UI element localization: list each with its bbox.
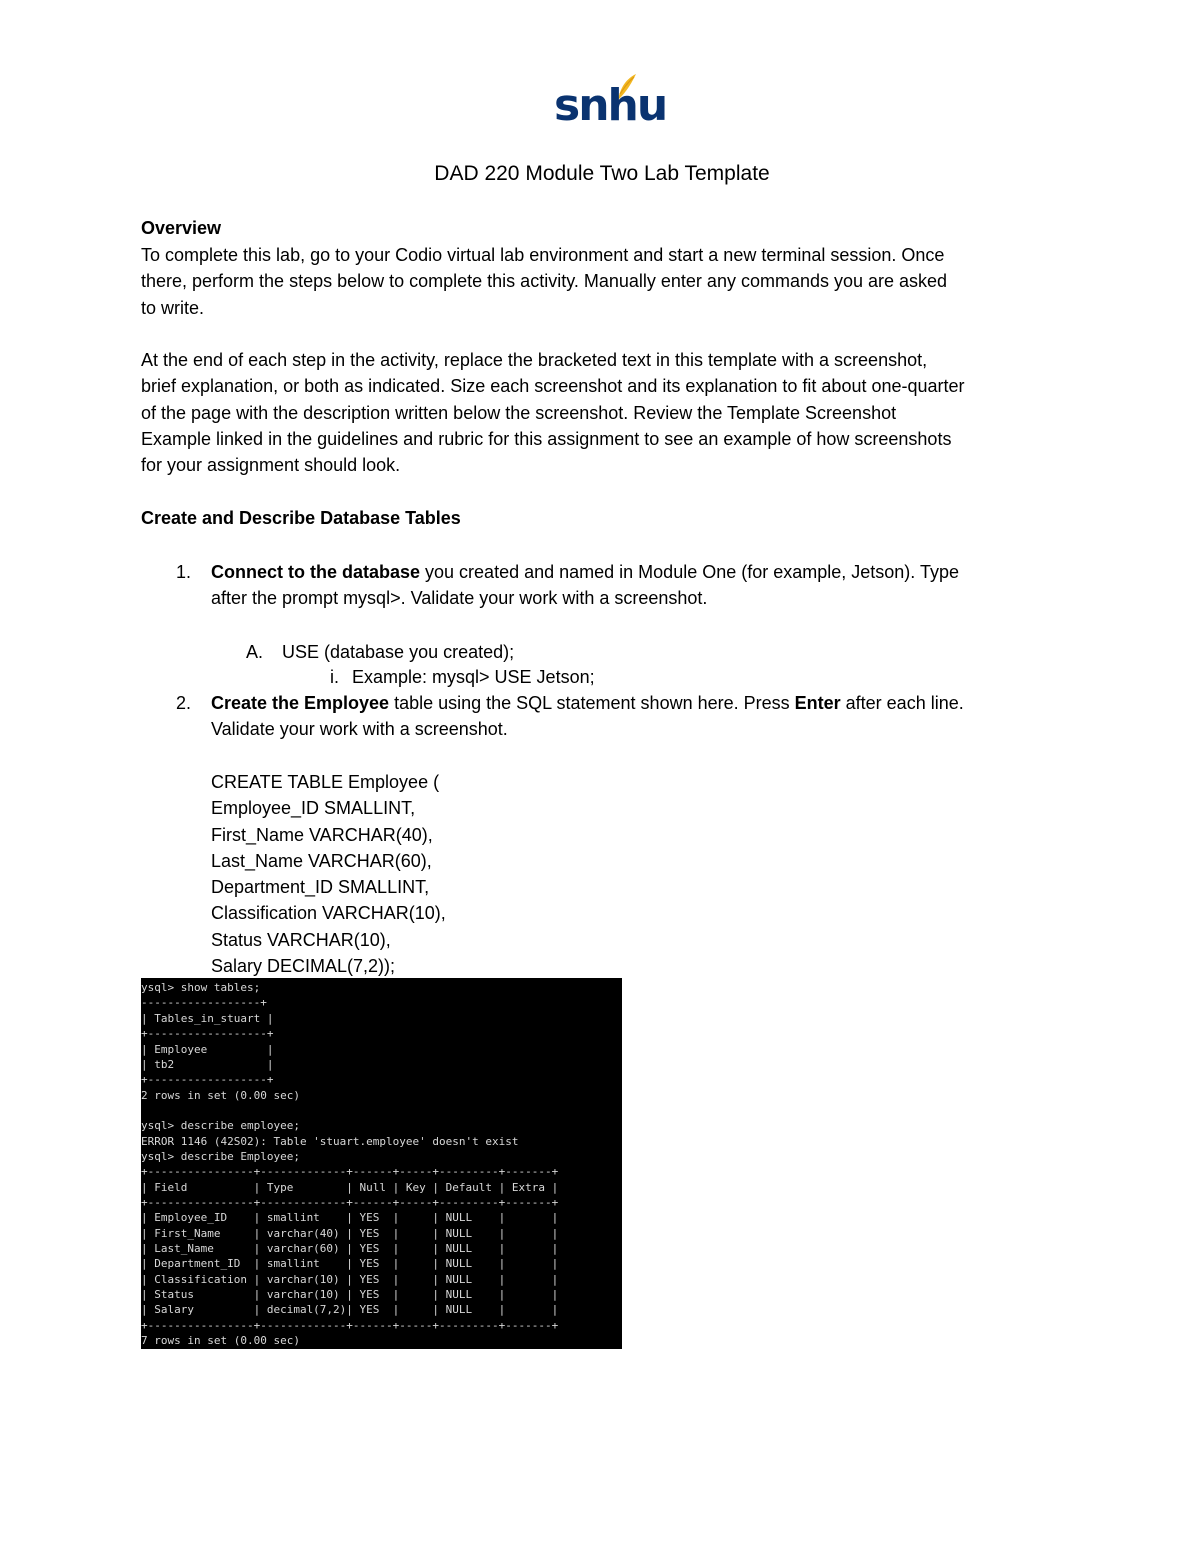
terminal-line: +------------------+ xyxy=(141,1073,274,1086)
step-1-subsub-label: i. xyxy=(330,667,339,687)
terminal-line: | Employee_ID | smallint | YES | | NULL | | xyxy=(141,1211,559,1224)
paragraph-line: Example linked in the guidelines and rubric for this assignment to see an example of how screenshots xyxy=(141,428,952,449)
terminal-line: | Classification | varchar(10) | YES | | NULL | | xyxy=(141,1273,559,1286)
overview-paragraph-2 xyxy=(141,347,1071,478)
paragraph-line: To complete this lab, go to your Codio virtual lab environment and start a new terminal session. Once xyxy=(141,245,945,265)
terminal-line: ysql> describe Employee; xyxy=(141,1150,300,1163)
terminal-line: | Field | Type | Null | Key | Default | Extra | xyxy=(141,1181,559,1194)
terminal-line: | Tables_in_stuart | xyxy=(141,1012,274,1025)
terminal-line: ysql> show tables; xyxy=(141,981,261,994)
step-2-mid: table using the SQL statement shown here. Press xyxy=(389,693,795,713)
paragraph-line: there, perform the steps below to complete this activity. Manually enter any commands you are asked xyxy=(141,271,948,292)
paragraph-line: At the end of each step in the activity, replace the bracketed text in this template with a screenshot, xyxy=(141,350,928,370)
step-2-number: 2. xyxy=(176,693,192,713)
terminal-screenshot xyxy=(141,978,622,1349)
step-1-sub-text: USE (database you created); xyxy=(282,642,515,662)
terminal-line: ysql> describe employee; xyxy=(141,1119,300,1132)
logo-wordmark: snhu xyxy=(554,80,667,131)
terminal-line: +------------------+ xyxy=(141,1027,274,1040)
step-2-line-2: Validate your work with a screenshot. xyxy=(211,719,508,740)
step-1-text xyxy=(211,559,1071,612)
paragraph-line: to write. xyxy=(141,297,205,318)
terminal-line: | Employee | xyxy=(141,1043,274,1056)
step-1-number: 1. xyxy=(176,562,192,582)
step-2-end: after each line. xyxy=(840,693,964,713)
sql-line: Employee_ID SMALLINT, xyxy=(211,798,416,818)
terminal-line: +----------------+-------------+------+-----+---------+-------+ xyxy=(141,1319,559,1332)
paragraph-line: of the page with the description written below the screenshot. Review the Template Screenshot xyxy=(141,402,897,423)
sql-line: Salary DECIMAL(7,2)); xyxy=(211,956,396,976)
step-2-text xyxy=(211,690,1071,743)
terminal-line: | Department_ID | smallint | YES | | NULL | | xyxy=(141,1257,559,1270)
step-1-rest: you created and named in Module One (for example, Jetson). Type xyxy=(420,562,960,582)
step-1-line-2: after the prompt mysql>. Validate your work with a screenshot. xyxy=(211,588,708,609)
step-2-bold-enter: Enter xyxy=(794,693,841,713)
terminal-line: +----------------+-------------+------+-----+---------+-------+ xyxy=(141,1196,559,1209)
sql-line: Last_Name VARCHAR(60), xyxy=(211,851,432,871)
step-2-line-1 xyxy=(211,690,1071,716)
sql-line: Department_ID SMALLINT, xyxy=(211,877,430,897)
terminal-line: ERROR 1146 (42S02): Table 'stuart.employee' doesn't exist xyxy=(141,1135,519,1148)
terminal-line: | Status | varchar(10) | YES | | NULL | | xyxy=(141,1288,559,1301)
sql-line: CREATE TABLE Employee ( xyxy=(211,772,440,792)
terminal-line: 7 rows in set (0.00 sec) xyxy=(141,1334,300,1347)
overview-heading: Overview xyxy=(141,218,222,238)
terminal-line: | Last_Name | varchar(60) | YES | | NULL | | xyxy=(141,1242,559,1255)
paragraph-line: brief explanation, or both as indicated. Size each screenshot and its explanation to fit about one-quarter xyxy=(141,376,965,397)
terminal-line: | First_Name | varchar(40) | YES | | NULL | | xyxy=(141,1227,559,1240)
snhu-logo xyxy=(554,72,667,134)
terminal-line: +----------------+-------------+------+-----+---------+-------+ xyxy=(141,1165,559,1178)
step-2-bold: Create the Employee xyxy=(211,693,390,713)
terminal-line: | Salary | decimal(7,2)| YES | | NULL | | xyxy=(141,1303,559,1316)
sql-line: Classification VARCHAR(10), xyxy=(211,903,446,923)
terminal-line: ------------------+ xyxy=(141,996,267,1009)
terminal-line: 2 rows in set (0.00 sec) xyxy=(141,1089,300,1102)
step-1-bold: Connect to the database xyxy=(211,562,421,582)
terminal-line: | tb2 | xyxy=(141,1058,274,1071)
section-heading: Create and Describe Database Tables xyxy=(141,508,461,528)
paragraph-line: for your assignment should look. xyxy=(141,455,401,476)
step-1-subsub-text: Example: mysql> USE Jetson; xyxy=(352,667,595,687)
sql-line: Status VARCHAR(10), xyxy=(211,930,391,950)
step-1-sub-label: A. xyxy=(246,642,264,662)
step-1-line-1 xyxy=(211,559,1071,585)
overview-paragraph-1 xyxy=(141,242,1071,321)
sql-line: First_Name VARCHAR(40), xyxy=(211,825,433,845)
page-title: DAD 220 Module Two Lab Template xyxy=(434,162,770,185)
